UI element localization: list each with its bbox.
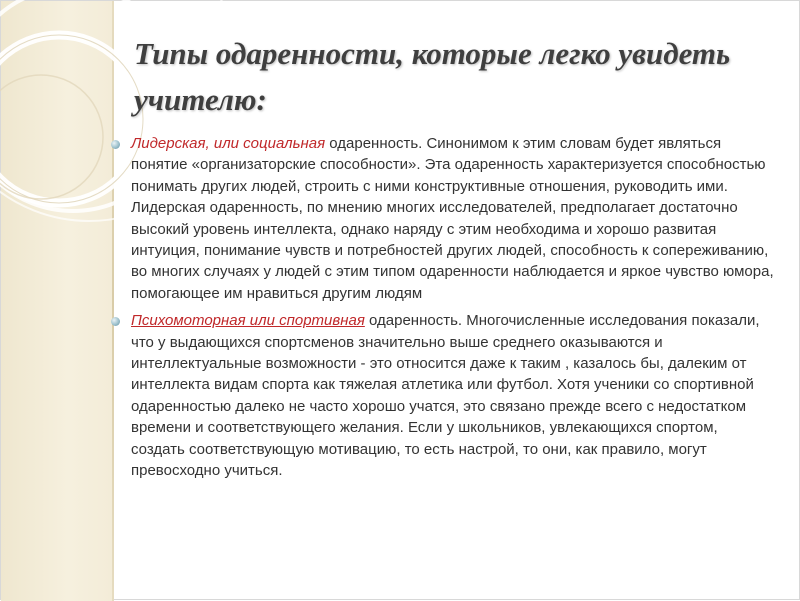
- bullet-list: [109, 133, 774, 482]
- list-item-psychomotor: [109, 310, 774, 481]
- lead-term-psychomotor: Психомоторная или спортивная: [131, 312, 365, 330]
- slide-title: Типы одаренности, которые легко увидеть учителю:: [134, 36, 731, 117]
- paragraph-text: одаренность. Синонимом к этим словам будет являться понятие «организаторские способности». Эта одаренность характеризуется способностью понимать других людей, строить с ними конструктивные отношения, руководить ими. Лидерская одаренность, по мнению многих исследователей, предполагает достаточно высокий уровень интеллекта, однако наряду с этим необходима и хорошо развитая интуиция, понимание чувств и потребностей других людей, способность к сопереживанию, во многих случаях у людей с этим типом одаренности наблюдается и яркое чувство юмора, помогающее им нравиться другим людям: [131, 135, 774, 302]
- bullet-icon: [111, 317, 120, 326]
- lead-term-leadership: Лидерская, или социальная: [131, 135, 326, 152]
- list-item-leadership: [109, 133, 774, 304]
- paragraph-psychomotor: [131, 310, 774, 481]
- bullet-icon: [111, 140, 120, 149]
- paragraph-text: одаренность. Многочисленные исследования показали, что у выдающихся спортсменов значительно выше среднего оказываются и интеллектуальные возможности - это относится даже к таким , казалось бы, далеким от интеллекта видам спорта как тяжелая атлетика или футбол. Хотя ученики со спортивной одаренностью далеко не часто хорошо учатся, это связано прежде всего с недостатком времени и соответствующего желания. Если у школьников, увлекающихся спортом, создать соответствующую мотивацию, то есть настрой, то они, как правило, могут превосходно учиться.: [131, 312, 760, 480]
- paragraph-leadership: [131, 133, 774, 304]
